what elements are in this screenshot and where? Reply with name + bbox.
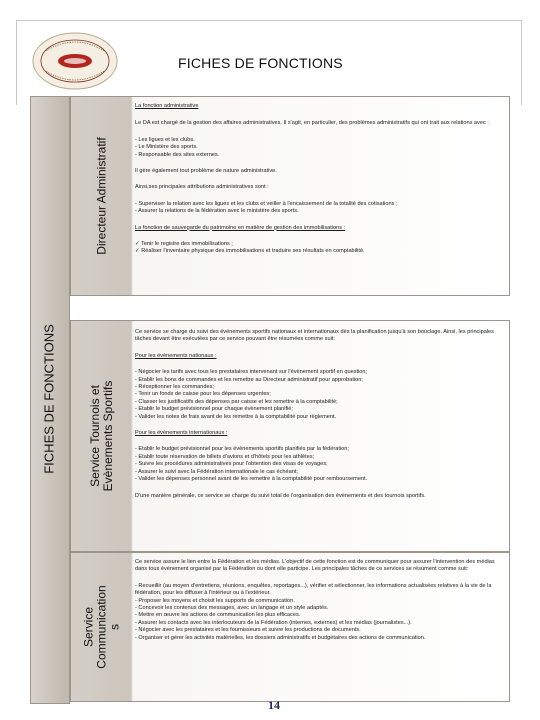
section-label bbox=[71, 97, 133, 295]
list-item: - Assurer la relations de la fédération avec le ministère des sports. bbox=[135, 208, 299, 215]
list-item: - Mettre en œuvre les actions de communication les plus efficaces. bbox=[135, 612, 301, 619]
side-title: FICHES DE FONCTIONS bbox=[41, 324, 57, 474]
list-item: ✓ Réaliser l'inventaire physique des immobilisations et traduire ses résultats en comptabilité. bbox=[135, 248, 365, 255]
section-directeur-administratif bbox=[70, 96, 510, 296]
list-item: - Le Ministère des sports. bbox=[135, 144, 198, 151]
list-item: - Suivre les procédures administratives pour l'obtention des visas de voyages; bbox=[135, 461, 328, 468]
section-label-line: Evènements Sportifs bbox=[101, 380, 115, 492]
section-label-line: Communication bbox=[94, 585, 109, 669]
list-item: - Concevoir les contenus des messages, avec un langage et un style adaptés. bbox=[135, 605, 329, 612]
section-subtitle: La fonction administrative bbox=[135, 103, 199, 109]
list-item: - Etablir le budget prévisionnel pour les évènements sportifs planifiés par la fédération; bbox=[135, 446, 349, 453]
paragraph: D'une manière générale, ce service se charge du suivi total de l'organisation des évènements et des tournois sportifs. bbox=[135, 492, 426, 499]
paragraph: Il gère également tout problème de nature administrative. bbox=[135, 168, 277, 175]
list-item: - Etablir le budget prévisionnel pour chaque évènement planifié; bbox=[135, 406, 293, 413]
section-service-communications bbox=[70, 552, 510, 702]
list-item: - Assurer les contacts avec les interlocuteurs de la Fédération (internes, externes) et les médias (journalistes...). bbox=[135, 619, 412, 626]
section-label bbox=[71, 553, 133, 701]
list-item: - Organiser et gérer les activités matérielles, les dossiers administratifs et budgétaires des actions de communication. bbox=[135, 634, 426, 641]
list-item: - Valider les dépenses personnel avant de les remettre à la comptabilité pour remboursement. bbox=[135, 476, 368, 483]
section-label-line: s bbox=[107, 624, 122, 630]
paragraph: Ce service assure le lien entre la Fédération et les médias. L'objectif de cette fonction est de communiquer pour assurer l'intervention des médias dans tous évènement organisé par la Fédération ou dont elle participe. Les principales tâches de ce services se résument comme suit: bbox=[135, 559, 495, 573]
section-body bbox=[135, 559, 503, 642]
list-item: - Négocier les tarifs avec tous les prestataires intervenant sur l'évènement sportif en question; bbox=[135, 369, 368, 376]
section-label-text bbox=[83, 585, 122, 668]
section-body bbox=[135, 329, 503, 500]
section-subtitle: Pour les évènements nationaux : bbox=[135, 352, 217, 359]
list-item: - Recueillir (au moyen d'entretiens, réunions, enquêtes, reportages...), vérifier et sélectionner, les informations actualisées relatives à la vie de la fédération, pour les diffuser à l'intérieur ou à l'extérieur. bbox=[135, 582, 492, 597]
list-item: - Assurer le suivi avec la Fédération internationale le cas échéant; bbox=[135, 468, 298, 475]
list-item: ✓ Tenir le registre des immobilisations ; bbox=[135, 241, 233, 248]
section-service-tournois bbox=[70, 320, 510, 552]
section-subtitle: La fonction de sauvegarde du patrimoine en matière de gestion des immobilisations : bbox=[135, 224, 346, 231]
list-item: - Réceptionner les commandes; bbox=[135, 384, 214, 391]
section-label-line: Service Tournois et bbox=[88, 385, 102, 487]
list-item: - Etablir les bons de commandes et les remettre au Directeur administratif pour approbation; bbox=[135, 376, 363, 383]
page-title: FICHES DE FONCTIONS bbox=[178, 55, 343, 71]
section-label-text: Directeur Administratif bbox=[94, 137, 109, 255]
paragraph: Le DA est chargé de la gestion des affaires administratives. Il s'agit, en particulier, des problèmes administratifs qui ont trait aux relations avec : bbox=[135, 120, 489, 127]
list-item: - Tenir un fonds de caisse pour les dépenses urgentes; bbox=[135, 391, 271, 398]
list-item: - Les ligues et les clubs. bbox=[135, 136, 195, 143]
list-item: - Responsable des sites externes. bbox=[135, 151, 220, 158]
list-item: - Classer les justificatifs des dépenses par caisse et les remettre à la comptabilité; bbox=[135, 398, 338, 405]
list-item: - Proposer les moyens et choisit les supports de communication. bbox=[135, 597, 295, 604]
section-subtitle: Pour les évènements internationaux : bbox=[135, 430, 228, 437]
section-label-line: Service bbox=[81, 607, 96, 648]
paragraph: Ainsi,ses principales attributions administratives sont : bbox=[135, 184, 269, 191]
page-number: 14 bbox=[268, 698, 280, 712]
list-item: - Valider les notes de frais avant de les remettre à la comptabilité pour règlement. bbox=[135, 413, 337, 420]
section-body bbox=[135, 103, 503, 256]
list-item: - Négocier avec les prestataires et les fournisseurs et suivre les productions de documents. bbox=[135, 627, 361, 634]
section-label bbox=[71, 321, 133, 551]
list-item: - Etablir toute réservation de billets d'avions et d'hôtels pour les athlètes; bbox=[135, 453, 315, 460]
section-label-text bbox=[89, 381, 115, 492]
list-item: - Superviser la relation avec les ligues et les clubs et veiller à l'encaissement de la totalité des cotisations ; bbox=[135, 200, 398, 207]
paragraph: Ce service se charge du suivi des événements sportifs nationaux et internationaux dès la planification jusqu'à son bouclage. Ainsi, les principales tâches devant être exécutées par ce service pouvant être résumées comme suit: bbox=[135, 329, 494, 343]
federation-logo bbox=[30, 30, 120, 92]
